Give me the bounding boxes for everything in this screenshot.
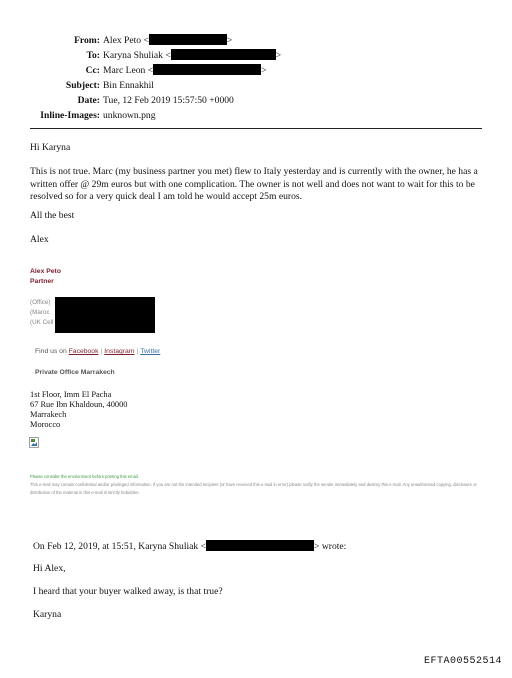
signature-title: Partner xyxy=(30,278,54,285)
to-label: To: xyxy=(86,50,100,61)
contact-numbers-redaction xyxy=(55,297,155,333)
header-from-row xyxy=(0,33,512,48)
quoted-signoff: Karyna xyxy=(33,609,62,620)
message-greeting: Hi Karyna xyxy=(30,142,71,153)
quoted-email-redaction xyxy=(206,540,314,551)
from-value-tail: > xyxy=(226,35,233,46)
quoted-header-suffix: > wrote: xyxy=(314,541,347,552)
bates-number: EFTA00552514 xyxy=(423,656,502,667)
broken-image-icon[interactable] xyxy=(29,437,39,448)
cc-value: Marc Leon < xyxy=(103,65,154,76)
instagram-link[interactable]: Instagram xyxy=(104,348,135,355)
quoted-header-prefix: On Feb 12, 2019, at 15:51, Karyna Shuliak < xyxy=(33,541,207,552)
signature-name: Alex Peto xyxy=(30,268,61,275)
legal-disclaimer: This e-mail may contain confidential and/or privileged information. If you are not the intended recipient (or have received this e-mail in error) please notify the sender immediately and destroy this e-mail. Any unauthorised copying, disclosure or distribution of the material in this e-mail is strictly forbidden. xyxy=(30,482,477,495)
address-line: Morocco xyxy=(30,420,61,429)
header-date-row xyxy=(0,93,512,108)
facebook-link[interactable]: Facebook xyxy=(68,348,99,355)
social-links xyxy=(35,348,160,355)
social-separator: | xyxy=(136,348,139,355)
quoted-body: I heard that your buyer walked away, is that true? xyxy=(33,586,223,597)
twitter-link[interactable]: Twitter xyxy=(140,348,161,355)
contact-uk-cell-label: (UK Cell xyxy=(30,319,54,326)
date-value: Tue, 12 Feb 2019 15:57:50 +0000 xyxy=(103,95,234,106)
inline-images-value: unknown.png xyxy=(103,110,156,121)
to-value: Karyna Shuliak < xyxy=(103,50,171,61)
social-separator: | xyxy=(100,348,103,355)
quoted-greeting: Hi Alex, xyxy=(33,563,66,574)
from-label: From: xyxy=(74,35,100,46)
contact-maroc-label: (Maroc xyxy=(30,309,50,316)
office-name: Private Office Marrakech xyxy=(35,369,115,376)
header-to-row xyxy=(0,48,512,63)
header-subject-row xyxy=(0,78,512,93)
cc-label: Cc: xyxy=(85,65,100,76)
office-address xyxy=(30,390,127,430)
from-value: Alex Peto < xyxy=(103,35,149,46)
to-value-tail: > xyxy=(275,50,282,61)
address-line: Marrakech xyxy=(30,410,67,419)
inline-images-label: Inline-Images: xyxy=(40,110,100,121)
subject-value: Bin Ennakhil xyxy=(103,80,154,91)
cc-value-tail: > xyxy=(261,65,267,76)
to-email-redaction xyxy=(171,49,276,60)
environment-note: Please consider the environment before printing this email. xyxy=(30,474,139,479)
from-email-redaction xyxy=(149,34,227,45)
social-prefix: Find us on xyxy=(35,348,67,355)
message-paragraph: This is not true. Marc (my business partner you met) flew to Italy yesterday and is currently with the owner, he has a written offer @ 29m euros but with one complication. The owner is not well and does not want to wait for this to be resolved so for a very quick deal I am told he would accept 25m euros. xyxy=(30,166,478,202)
email-header xyxy=(0,33,512,123)
message-closing: All the best xyxy=(30,210,75,221)
header-inline-images-row xyxy=(0,108,512,123)
header-divider xyxy=(30,128,482,129)
contact-office-label: (Office) xyxy=(30,299,51,306)
quoted-header xyxy=(33,540,346,552)
address-line: 1st Floor, Imm El Pacha xyxy=(30,390,112,399)
cc-email-redaction xyxy=(153,64,261,75)
address-line: 67 Rue Ibn Khaldoun, 40000 xyxy=(30,400,128,409)
subject-label: Subject: xyxy=(65,80,100,91)
message-signoff: Alex xyxy=(30,234,49,245)
header-cc-row xyxy=(0,63,512,78)
date-label: Date: xyxy=(77,95,100,106)
signature-contact-lines xyxy=(30,298,53,328)
